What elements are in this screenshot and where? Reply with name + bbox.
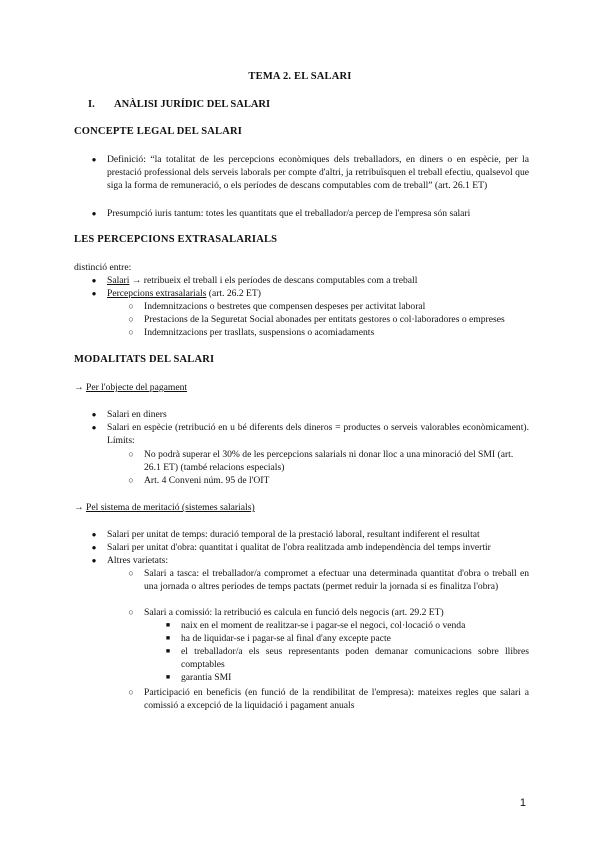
percepcions-term: Percepcions extrasalarials [107,288,207,299]
percepcions-ref: (art. 26.2 ET) [206,288,261,299]
objecte-label: Per l'objecte del pagament [86,382,188,393]
sub-item-text: Salari a tasca: el treballador/a compromet a efectuar una determinada quantitat d'obra o treball en una jornada o altres períodes de temps pactats (permet reduir la jornada si es finalitza l'obra) [144,568,529,592]
item-text: Salari per unitat de temps: duració temporal de la prestació laboral, resultant indiferent el resultat [107,529,480,540]
list-item [91,528,529,541]
bullet-icon: ● [91,209,97,218]
circle-bullet-icon: ○ [128,475,134,485]
sistema-subheading [74,501,255,514]
list-item [128,326,529,339]
square-bullet-icon: ■ [165,634,171,642]
section-heading [88,99,270,110]
sub-item-text: Indemnitzacions per trasllats, suspensions o acomiadaments [144,327,375,338]
bullet-icon: ● [91,556,97,565]
arrow-icon: → [74,502,84,513]
list-item [165,671,529,684]
definicio-text: Definició: “la totalitat de les percepcions econòmiques dels treballadors, en diners o en espècie, per la prestació professional dels serveis laborals per compte d'altri, ja retribuïsquen el treball efectiu, qualsevol que siga la forma de remuneració, o els períodes de descans computables com de treball” (art. 26.1 ET) [107,154,529,191]
list-item [91,408,529,421]
bullet-icon: ● [91,276,97,285]
document-title: TEMA 2. EL SALARI [248,71,352,82]
circle-bullet-icon: ○ [128,607,134,617]
circle-bullet-icon: ○ [128,314,134,324]
bullet-icon: ● [91,423,97,432]
extrasalarials-heading: LES PERCEPCIONS EXTRASALARIALS [74,234,278,245]
sub-item-text: Salari a comissió: la retribució es calcula en funció dels negocis (art. 29.2 ET) [144,607,444,618]
circle-bullet-icon: ○ [128,327,134,337]
square-bullet-icon: ■ [165,673,171,681]
sistema-label: Pel sistema de meritació (sistemes salarials) [86,502,255,513]
sub-sub-item-text: garantia SMI [181,672,232,683]
page-number: 1 [519,797,526,809]
sub-item-text: No podrà superar el 30% de les percepcions salarials ni donar lloc a una minoració del SMI (art. 26.1 ET) (també relacions especials) [144,449,514,473]
arrow-icon: → [74,382,84,393]
list-item [91,207,529,220]
list-item [165,619,529,632]
bullet-icon: ● [91,289,97,298]
section-title: ANÀLISI JURÍDIC DEL SALARI [114,99,271,110]
list-item [91,287,529,300]
list-item [91,541,529,554]
sub-sub-item-text: naix en el moment de realitzar-se i pagar-se el negoci, col·locació o venda [181,620,466,631]
list-item [91,554,529,567]
list-item [128,300,529,313]
bullet-icon: ● [91,530,97,539]
sub-item-text: Indemnitzacions o bestretes que compensen despeses per activitat laboral [144,301,426,312]
item-text: Salari per unitat d'obra: quantitat i qualitat de l'obra realitzada amb independència del temps invertir [107,542,491,553]
square-bullet-icon: ■ [165,621,171,629]
section-number: I. [88,99,95,110]
list-item [91,153,529,192]
intro-text: distinció entre: [74,262,132,273]
list-item [128,474,529,487]
sub-item-text: Participació en beneficis (en funció de la rendibilitat de l'empresa): mateixes regles que salari a comissió a excepció de la liquidació i pagament anuals [144,687,529,711]
bullet-icon: ● [91,410,97,419]
salari-desc: → retribueix el treball i els períodes de descans computables com a treball [129,275,418,286]
list-item [91,274,529,287]
objecte-subheading [74,381,187,394]
circle-bullet-icon: ○ [128,449,134,459]
item-text: Altres varietats: [107,555,169,566]
circle-bullet-icon: ○ [128,301,134,311]
list-item [128,567,529,593]
modalitats-heading: MODALITATS DEL SALARI [74,354,215,365]
bullet-icon: ● [91,155,97,164]
list-item [128,448,529,474]
bullet-icon: ● [91,543,97,552]
salari-term: Salari [107,275,130,286]
circle-bullet-icon: ○ [128,687,134,697]
list-item [165,645,529,671]
item-text: Salari en diners [107,409,167,420]
sub-sub-item-text: ha de liquidar-se i pagar-se al final d'any excepte pacte [181,633,391,644]
square-bullet-icon: ■ [165,647,171,655]
sub-item-text: Art. 4 Conveni núm. 95 de l'OIT [144,475,270,486]
presumpcio-text: Presumpció iuris tantum: totes les quantitats que el treballador/a percep de l'empresa són salari [107,208,471,219]
list-item [91,421,529,447]
list-item [128,606,529,619]
concepte-heading: CONCEPTE LEGAL DEL SALARI [74,126,243,137]
sub-sub-item-text: el treballador/a els seus representants poden demanar comunicacions sobre llibres comptables [181,646,529,670]
circle-bullet-icon: ○ [128,568,134,578]
item-text: Salari en espècie (retribució en u bé diferents dels dineros = productes o serveis valorables econòmicament). Límits: [107,422,529,446]
sub-item-text: Prestacions de la Seguretat Social abonades per entitats gestores o col·laboradores o empreses [144,314,505,325]
list-item [128,686,529,712]
list-item [128,313,529,326]
list-item [165,632,529,645]
